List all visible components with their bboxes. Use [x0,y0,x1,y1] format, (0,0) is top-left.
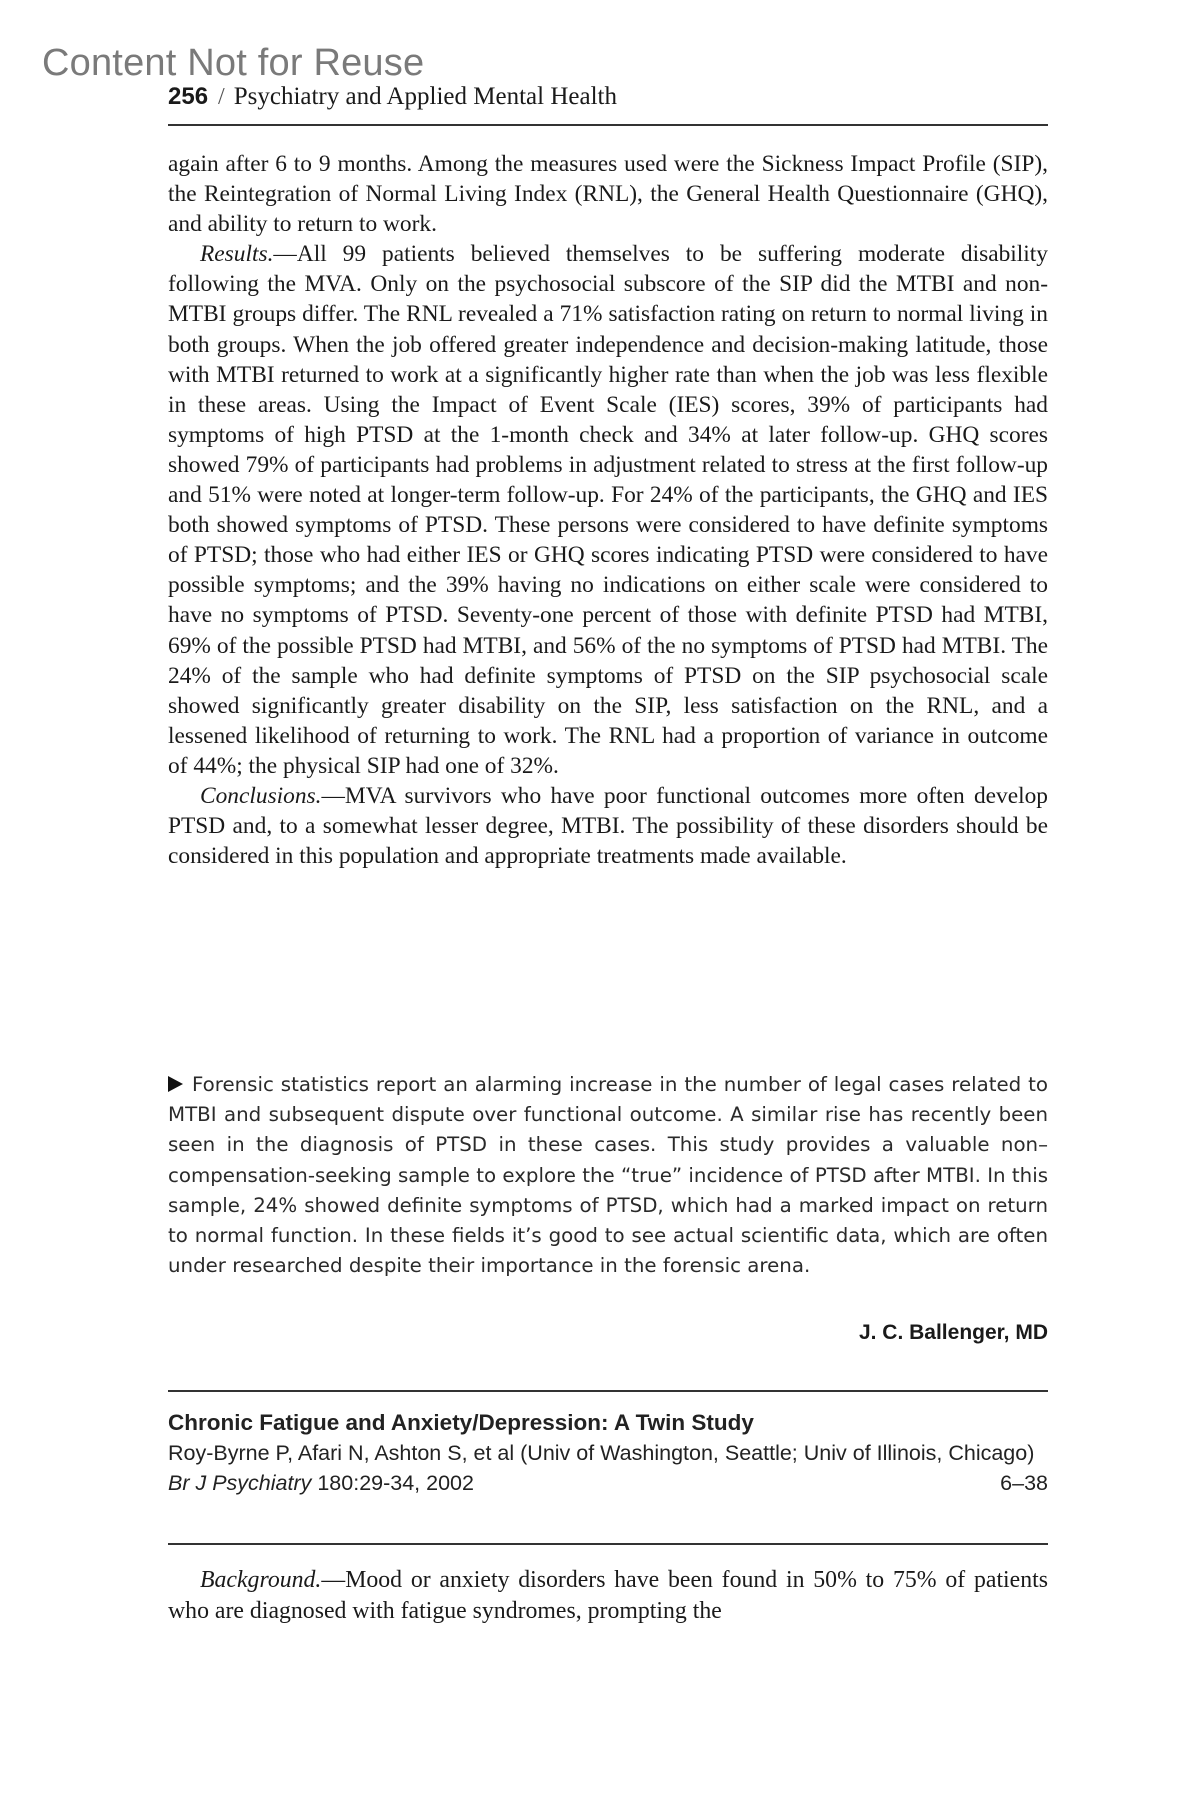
background-label: Background. [200,1567,322,1593]
results-label: Results. [200,241,274,268]
methods-tail-paragraph: again after 6 to 9 months. Among the measures used were the Sickness Impact Profile (SIP), the Reintegration of Normal Living Index (RNL), the General Health Questionnaire (GHQ), and ability to return to work. [168,151,1048,238]
conclusions-text: —MVA survivors who have poor functional outcomes more often develop PTSD and, to a somewhat lesser degree, MTBI. The possibility of these disorders should be considered in this population and appropriate treatments made available. [168,782,1048,870]
results-text: —All 99 patients believed themselves to be suffering moderate disability following the MVA. Only on the psychosocial subscore of the SIP did the MTBI and non-MTBI groups differ. The RNL revealed a 71% satisfaction rating on return to normal living in both groups. When the job offered greater independence and decision-making latitude, those with MTBI returned to work at a significantly higher rate than when the job was less flexible in these areas. Using the Impact of Event Scale (IES) scores, 39% of participants had symptoms of high PTSD at the 1-month check and 34% at later follow-up. GHQ scores showed 79% of participants had problems in adjustment related to stress at the first follow-up and 51% were noted at longer-term follow-up. For 24% of the participants, the GHQ and IES both showed symptoms of PTSD. These persons were considered to have definite symptoms of PTSD; those who had either IES or GHQ scores indicating PTSD were considered to have possible symptoms; and the 39% having no indications on either scale were considered to have no symptoms of PTSD. Seventy-one percent of those with definite PTSD had MTBI, 69% of the possible PTSD had MTBI, and 56% of the no symptoms of PTSD had MTBI. The 24% of the sample who had definite symptoms of PTSD on the SIP psychosocial scale showed significantly greater disability on the SIP, less satisfaction on the RNL, and a lessened likelihood of returning to work. The RNL had a proportion of variance in outcome of 44%; the physical SIP had one of 32%. [168,241,1048,779]
header-rule [168,124,1048,126]
running-head-separator: / [218,84,225,110]
running-head [168,84,1048,109]
editorial-commentary [168,1070,1048,1281]
citation-row [168,1468,1048,1498]
article-authors: Roy-Byrne P, Afari N, Ashton S, et al (Univ of Washington, Seattle; Univ of Illinois, Chicago) [168,1441,1035,1465]
next-abstract-body [168,1565,1048,1627]
journal-title: Psychiatry and Applied Mental Health [233,83,617,110]
conclusions-paragraph [168,781,1048,871]
abstract-number: 6–38 [1000,1471,1048,1495]
citation-journal: Br J Psychiatry [168,1471,312,1495]
article-bottom-rule [168,1543,1048,1545]
watermark: Content Not for Reuse [42,42,425,84]
citation-volume: 180:29-34, 2002 [311,1471,474,1495]
background-text: —Mood or anxiety disorders have been found in 50% to 75% of patients who are diagnosed with fatigue syndromes, prompting the [168,1567,1048,1624]
conclusions-label: Conclusions. [200,782,322,809]
page-number: 256 [168,83,209,110]
article-top-rule [168,1390,1048,1392]
continued-abstract [168,149,1048,871]
background-paragraph [168,1565,1048,1627]
commentary-author: J. C. Ballenger, MD [858,1321,1048,1344]
arrow-bullet-icon [168,1076,183,1092]
citation [168,1468,474,1498]
article-header [168,1408,1048,1498]
commentary-text: Forensic statistics report an alarming increase in the number of legal cases related to MTBI and subsequent dispute over functional outcome. A similar rise has recently been seen in the diagnosis of PTSD in these cases. This study provides a valuable non–compensation-seeking sample to explore the “true” incidence of PTSD after MTBI. In this sample, 24% showed definite symptoms of PTSD, which had a marked impact on return to normal function. In these fields it’s good to see actual scientific data, which are often under researched despite their importance in the forensic arena. [168,1073,1048,1278]
article-title: Chronic Fatigue and Anxiety/Depression: A Twin Study [168,1410,754,1435]
commentary-paragraph [168,1070,1048,1281]
results-paragraph [168,239,1048,781]
